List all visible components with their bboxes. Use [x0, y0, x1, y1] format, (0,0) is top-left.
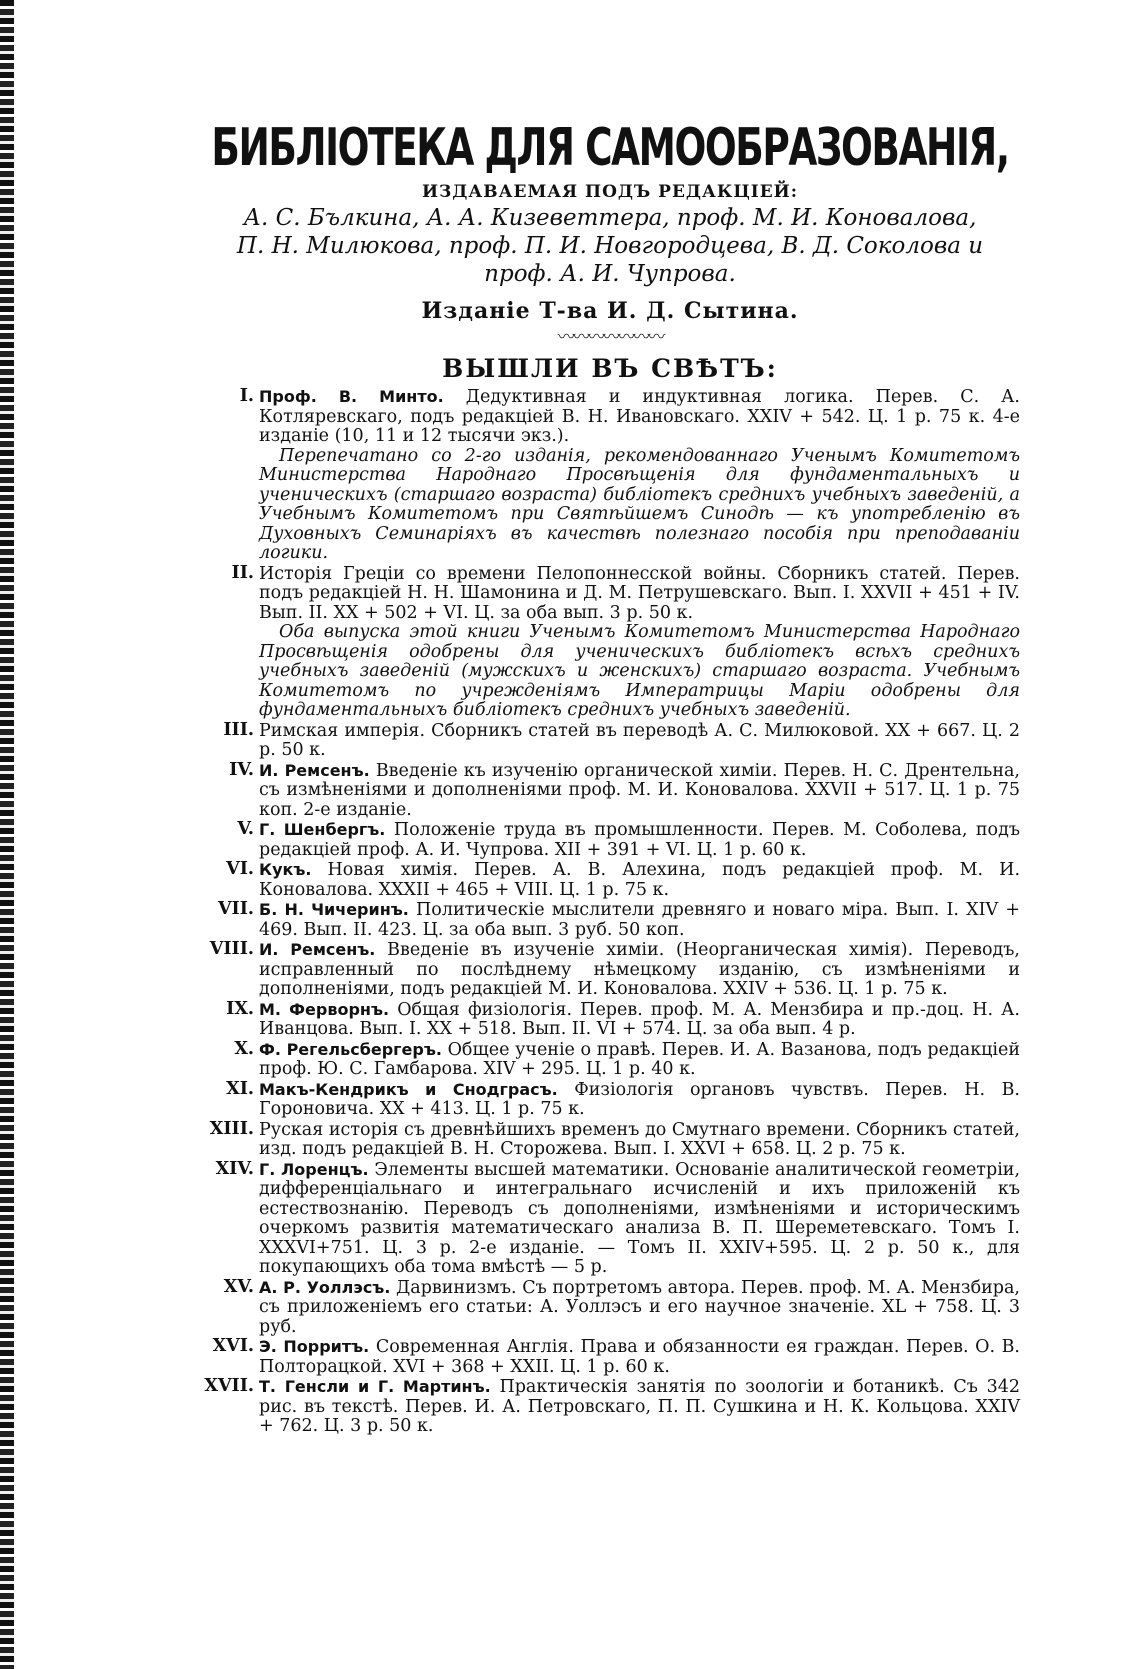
item-description: Общая физіологія. Перев. проф. М. А. Мензбира и пр.-доц. Н. А. Иванцова. Вып. I. XX + 518. Вып. II. VI + 574. Ц. за оба вып. 4 р.: [259, 999, 1020, 1039]
edited-by-heading: ИЗДАВАЕМАЯ ПОДЪ РЕДАКЦІЕЙ:: [421, 182, 799, 202]
item-description: Положеніе труда въ промышленности. Перев. М. Соболева, подъ редакціей проф. А. И. Чупрова. XII + 391 + VI. Ц. 1 р. 60 к.: [259, 820, 1020, 860]
list-item: [200, 1160, 1020, 1278]
item-number: X.: [234, 1038, 254, 1059]
item-note: Оба выпуска этой книги Ученымъ Комитетомъ Министерства Народнаго Просвѣщенія одобрены для ученическихъ библіотекъ всѣхъ среднихъ учебныхъ заведеній (мужскихъ и женскихъ) старшаго возраста. Учебнымъ Комитетомъ по учрежденіямъ Императрицы Маріи одобрены для фундаментальныхъ библіотекъ среднихъ учебныхъ заведеній.: [259, 622, 1020, 720]
item-number: I.: [239, 386, 254, 406]
item-body: [259, 761, 1020, 821]
item-author: Макъ-Кендрикъ и Снодграсъ.: [259, 1079, 575, 1099]
item-author: А. Р. Уоллэсъ.: [259, 1277, 397, 1297]
item-description: Руская исторія съ древнѣйшихъ временъ до Смутнаго времени. Сборникъ статей, изд. подъ редакціей В. Н. Сторожева. Вып. I. XXVI + 658. Ц. 2 р. 75 к.: [259, 1119, 1020, 1159]
item-number: IX.: [226, 998, 254, 1019]
list-item: [200, 721, 1020, 761]
item-description: Дарвинизмъ. Съ портретомъ автора. Перев. проф. М. А. Мензбира, съ приложеніемъ его статьи: А. Уоллэсъ и его научное значеніе. XL + 758. Ц. 3 руб.: [259, 1277, 1020, 1337]
item-description: Современная Англія. Права и обязанности ея граждан. Перев. О. В. Полторацкой. XVI + 368 + XXII. Ц. 1 р. 60 к.: [259, 1337, 1020, 1377]
item-author: Г. Лоренцъ.: [259, 1159, 375, 1179]
item-description: Элементы высшей математики. Основаніе аналитической геометріи, дифференціальнаго и интегральнаго исчисленій и ихъ приложеній къ естествознанію. Переводъ съ дополненіями, измѣненіями и историческимъ очеркомъ развитія математическаго анализа В. П. Шереметевскаго. Томъ I. XXXVI+751. Ц. 3 р. 2-е изданіе. — Томъ II. XXIV+595. Ц. 2 р. 50 к., для покупающихъ оба тома вмѣстѣ — 5 р.: [259, 1159, 1021, 1277]
list-item: [200, 940, 1020, 1000]
item-description: Практическія занятія по зоологіи и ботаникѣ. Съ 342 рис. въ текстѣ. Перев. И. А. Петровскаго, П. П. Сушкина и Н. К. Кольцова. XXIV + 762. Ц. 3 р. 50 к.: [259, 1377, 1020, 1436]
item-body: [259, 860, 1020, 900]
list-item: [200, 1080, 1020, 1120]
list-item: [200, 761, 1020, 821]
item-number: IV.: [229, 759, 254, 780]
item-number: XIII.: [209, 1118, 254, 1139]
list-item: [200, 900, 1020, 940]
item-body: [259, 1160, 1020, 1278]
editors-line: проф. А. И. Чупрова.: [484, 261, 736, 287]
item-author: Ф. Регельсбергеръ.: [259, 1039, 448, 1059]
item-number: III.: [223, 719, 254, 740]
list-item: [200, 1377, 1020, 1437]
item-author: Г. Шенбергъ.: [259, 820, 394, 839]
list-item: [200, 1337, 1020, 1377]
item-description: Дедуктивная и индуктивная логика. Перев. С. А. Котляревскаго, подъ редакціей В. Н. Ивановскаго. XXIV + 542. Ц. 1 р. 75 к. 4-е изданіе (10, 11 и 12 тысячи экз.).: [259, 387, 1020, 446]
item-body: [259, 721, 1020, 761]
list-item: [200, 1278, 1020, 1338]
item-body: [259, 820, 1020, 860]
item-note: Перепечатано со 2-го изданія, рекомендованнаго Ученымъ Комитетомъ Министерства Народнаго Просвѣщенія для фундаментальныхъ и ученическихъ (старшаго возраста) библіотекъ среднихъ учебныхъ заведеній, а Учебнымъ Комитетомъ при Святѣйшемъ Синодѣ — къ употребленію въ Духовныхъ Семинаріяхъ въ качествѣ полезнаго пособія при преподаваніи логики.: [259, 445, 1020, 563]
item-description: Исторія Греціи со времени Пелопоннесской войны. Сборникъ статей. Перев. подъ редакціей Н. Н. Шамонина и Д. М. Петрушевскаго. Вып. I. XXVII + 451 + IV. Вып. II. XX + 502 + VI. Ц. за оба вып. 3 р. 50 к.: [259, 563, 1020, 623]
list-item: [200, 1000, 1020, 1040]
item-description: Общее ученіе о правѣ. Перев. И. А. Вазанова, подъ редакціей проф. Ю. С. Гамбарова. XIV + 295. Ц. 1 р. 40 к.: [259, 1039, 1021, 1079]
item-author: Э. Порритъ.: [259, 1337, 376, 1356]
item-description: Введеніе въ изученіе химіи. (Неорганическая химія). Переводъ, исправленный по послѣднему нѣмецкому изданію, съ измѣненіями и дополненіями, подъ редакціей М. И. Коновалова. XXIV + 536. Ц. 1 р. 75 к.: [259, 940, 1020, 999]
published-heading: ВЫШЛИ ВЪ СВѢТЪ:: [442, 354, 778, 383]
editors-line: А. С. Бълкина, А. А. Кизеветтера, проф. М. И. Коновалова,: [243, 205, 977, 231]
item-body: [259, 1040, 1020, 1080]
item-number: VII.: [217, 899, 254, 919]
item-body: [259, 387, 1020, 564]
list-item: [200, 564, 1020, 721]
item-author: И. Ремсенъ.: [259, 940, 388, 959]
item-number: XVI.: [212, 1336, 254, 1356]
ornament-divider: 〰〰〰〰〰〰〰: [557, 327, 663, 348]
item-body: [259, 900, 1020, 940]
item-author: И. Ремсенъ.: [259, 760, 376, 780]
item-author: Проф. В. Минто.: [259, 387, 466, 406]
editors-list: [200, 204, 1020, 288]
item-body: [259, 1278, 1020, 1338]
item-description: Физіологія органовъ чувствъ. Перев. Н. В. Гороновича. XX + 413. Ц. 1 р. 75 к.: [259, 1079, 1020, 1119]
item-description: Новая химія. Перев. А. В. Алехина, подъ редакціей проф. М. И. Коновалова. XXXII + 465 + VIII. Ц. 1 р. 75 к.: [259, 860, 1021, 900]
item-body: [259, 564, 1020, 721]
left-edge-binding: [0, 0, 14, 1669]
item-author: Т. Генсли и Г. Мартинъ.: [259, 1377, 500, 1396]
item-author: М. Ферворнъ.: [259, 999, 398, 1019]
item-number: XI.: [226, 1078, 254, 1099]
book-list: [200, 387, 1020, 1437]
item-number: XIV.: [215, 1158, 254, 1179]
item-body: [259, 1337, 1020, 1377]
item-description: Римская имперія. Сборникъ статей въ переводѣ А. С. Милюковой. XX + 667. Ц. 2 р. 50 к.: [259, 720, 1020, 760]
page: [200, 118, 1020, 1437]
list-item: [200, 387, 1020, 564]
item-author: Кукъ.: [259, 860, 328, 879]
list-item: [200, 820, 1020, 860]
list-item: [200, 1120, 1020, 1160]
list-item: [200, 1040, 1020, 1080]
item-body: [259, 1000, 1020, 1040]
item-number: XVII.: [204, 1376, 254, 1396]
list-item: [200, 860, 1020, 900]
item-number: VIII.: [209, 939, 254, 959]
item-author: Б. Н. Чичеринъ.: [259, 900, 417, 919]
item-number: II.: [231, 562, 254, 583]
publisher-line: Изданіе Т-ва И. Д. Сытина.: [421, 298, 799, 324]
item-description: Введеніе къ изученію органической химіи. Перев. Н. С. Дрентельна, съ измѣненіями и дополненіями проф. М. И. Коновалова. XXVII + 517. Ц. 1 р. 75 коп. 2-е изданіе.: [259, 760, 1020, 820]
item-description: Политическіе мыслители древняго и новаго міра. Вып. I. XIV + 469. Вып. II. 423. Ц. за оба вып. 3 руб. 50 коп.: [259, 900, 1020, 940]
item-number: V.: [237, 819, 254, 839]
editors-line: П. Н. Милюкова, проф. П. И. Новгородцева, В. Д. Соколова и: [236, 233, 984, 259]
item-body: [259, 1120, 1020, 1160]
item-number: XV.: [223, 1276, 254, 1297]
item-body: [259, 1080, 1020, 1120]
page-title: БИБЛІОТЕКА ДЛЯ САМООБРАЗОВАНІЯ,: [211, 118, 1009, 178]
item-body: [259, 940, 1020, 1000]
item-body: [259, 1377, 1020, 1437]
item-number: VI.: [226, 859, 254, 879]
